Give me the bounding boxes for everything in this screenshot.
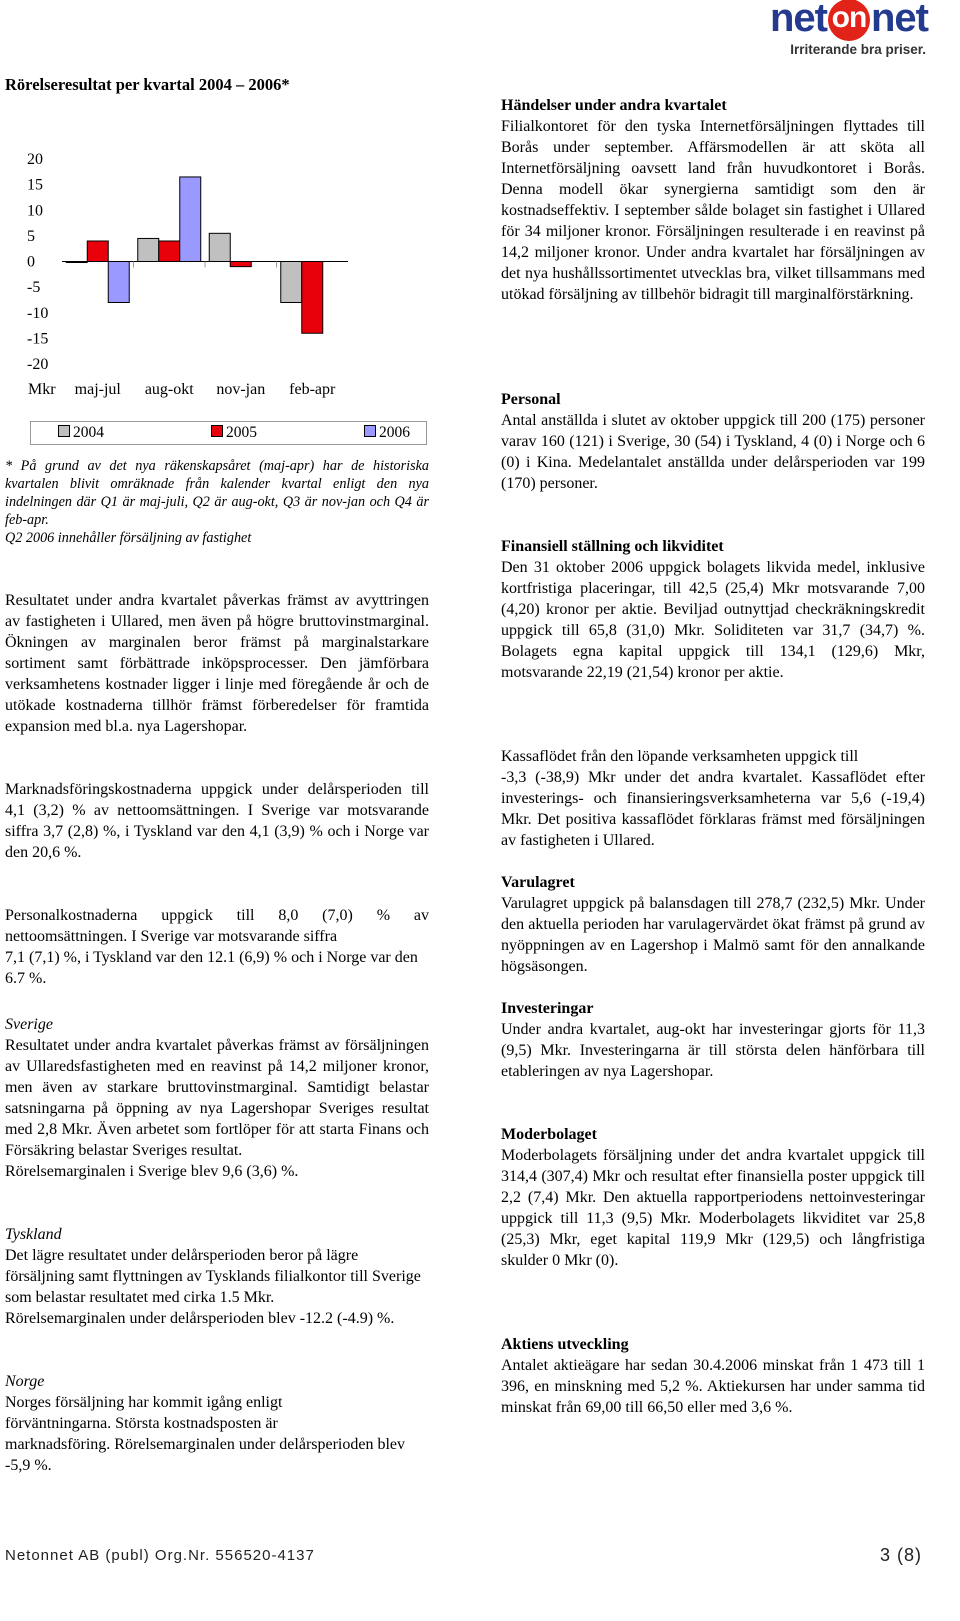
personnel-cost-line1: Personalkostnaderna uppgick till 8,0 (7,0) % av nettoomsättningen. I Sverige var motsvarande siffra [5, 907, 429, 945]
bar-2004-maj-jul [66, 262, 87, 263]
personal-text: Antal anställda i slutet av oktober uppgick till 200 (175) personer varav 160 (121) i Sverige, 30 (54) i Tyskland, 4 (0) i Norge och 6 (0) i Kina. Medelantalet anställda under delårsperioden var 199 (170) personer. [501, 412, 925, 492]
bar-2006-maj-jul [108, 262, 129, 303]
footnote-line2: Q2 2006 innehåller försäljning av fastighet [5, 530, 252, 546]
norge-text-3: marknadsföring. Rörelsemarginalen under delårsperioden blev -5,9 %. [5, 1436, 406, 1474]
legend-item-2006: 2006 [364, 424, 410, 442]
y-tick-label: -20 [27, 356, 49, 373]
bar-2005-nov-jan [230, 262, 251, 267]
x-tick-label: aug-okt [144, 381, 194, 398]
aktie-text: Antalet aktieägare har sedan 30.4.2006 minskat från 1 473 till 1 396, en minskning med 5,2 %. Aktiekursen har under samma tid minskat från 69,00 till 66,50 eller med 3,6 %. [501, 1357, 925, 1416]
logo-tagline: Irriterande bra priser. [790, 42, 926, 57]
x-tick-label: maj-jul [74, 381, 121, 398]
chart-footnote [5, 457, 429, 547]
y-tick-label: 0 [27, 253, 35, 271]
norge-text-2: förväntningarna. Största kostnadsposten är [5, 1415, 278, 1432]
aktie-title: Aktiens utveckling [501, 1336, 629, 1353]
tyskland-text: Det lägre resultatet under delårsperioden beror på lägre försäljning samt flyttningen av Tysklands filialkontor till Sverige som belastar resultatet med cirka 1.5 Mkr. [5, 1247, 421, 1306]
aktie-section [501, 1334, 925, 1418]
x-tick-label: nov-jan [216, 381, 266, 398]
personnel-cost-paragraph [5, 905, 429, 989]
sverige-text: Resultatet under andra kvartalet påverkas främst av försäljningen av Ullaredsfastigheten med en reavinst på 14,2 miljoner kronor, men även av starkare bruttovinstmarginal. Samtidigt belastar satsningarna på öppning av nya Lagershopar Sveriges resultat med 2,8 Mkr. Även arbetet som fortlöper för att starta Finans och Försäkring belastar Sveriges resultat. [5, 1037, 429, 1159]
investeringar-section [501, 998, 925, 1082]
sverige-margin: Rörelsemarginalen i Sverige blev 9,6 (3,6) %. [5, 1163, 299, 1180]
finans-title: Finansiell ställning och likviditet [501, 538, 724, 555]
sverige-section [5, 1014, 429, 1182]
netonnet-logo [728, 2, 928, 60]
handelser-title: Händelser under andra kvartalet [501, 97, 727, 114]
bar-2006-aug-okt [180, 177, 201, 262]
personal-title: Personal [501, 391, 561, 408]
legend-swatch-2005 [211, 425, 223, 437]
y-tick-label: 10 [27, 202, 43, 220]
legend-item-2004: 2004 [58, 424, 104, 442]
varulager-text: Varulagret uppgick på balansdagen till 278,7 (232,5) Mkr. Under den aktuella perioden har varulagervärdet ökat främst på grund av nyöppningen av en Lagershop i Malmö samt för den annalkande högsäsongen. [501, 895, 925, 975]
x-tick-label: feb-apr [289, 381, 336, 398]
bar-2004-nov-jan [209, 233, 230, 261]
sverige-title: Sverige [5, 1016, 53, 1033]
tyskland-margin: Rörelsemarginalen under delårsperioden blev -12.2 (-4.9) %. [5, 1310, 395, 1327]
kassa-text-2: -3,3 (-38,9) Mkr under det andra kvartalet. Kassaflödet efter investerings- och finansieringsverksamheterna var 5,6 (-19,4) Mkr. Det positiva kassaflödet förklaras främst med försäljningen av fastigheten i Ullared. [501, 769, 925, 849]
bar-2005-maj-jul [87, 241, 108, 262]
y-tick-label: 20 [27, 151, 43, 168]
personnel-cost-line2: 7,1 (7,1) %, i Tyskland var den 12.1 (6,9) % och i Norge var den 6.7 %. [5, 949, 418, 987]
y-tick-label: 5 [27, 227, 35, 245]
varulager-section [501, 872, 925, 977]
chart-title: Rörelseresultat per kvartal 2004 – 2006* [5, 75, 290, 94]
chart-legend [30, 421, 427, 445]
footnote-line1: * På grund av det nya räkenskapsåret (maj-apr) har de historiska kvartalen blivit omräknade från kalender kvartal enligt den nya indelningen där Q1 är maj-juli, Q2 är aug-okt, Q3 är nov-jan och Q4 är feb-apr. [5, 458, 429, 528]
marketing-paragraph: Marknadsföringskostnaderna uppgick under delårsperioden till 4,1 (3,2) % av nettoomsättningen. I Sverige var motsvarande siffra 3,7 (2,8) %, i Tyskland var den 4,1 (3,9) % och i Norge var den 20,6 %. [5, 781, 429, 861]
bar-2004-feb-apr [281, 262, 302, 303]
moderbolaget-text: Moderbolagets försäljning under det andra kvartalet uppgick till 314,4 (307,4) Mkr och resultat efter finansiella poster uppgick till 2,2 (7,4) Mkr. Den aktuella rapportperiodens nettoinvesteringar uppgick till 11,3 (9,5) Mkr. Moderbolagets likviditet var 25,8 (25,3) Mkr, eget kapital 119,9 Mkr (129,5) och långfristiga skulder 0 Mkr (0). [501, 1147, 925, 1269]
norge-text-1: Norges försäljning har kommit igång enligt [5, 1394, 283, 1411]
varulager-title: Varulagret [501, 874, 575, 891]
footer-page-number: 3 (8) [879, 1545, 922, 1565]
y-tick-label: -10 [27, 304, 49, 322]
y-tick-label: 15 [27, 176, 43, 194]
norge-title: Norge [5, 1373, 45, 1390]
handelser-section [501, 95, 925, 305]
norge-section [5, 1371, 429, 1476]
personal-section [501, 389, 925, 494]
legend-swatch-2004 [58, 425, 70, 437]
footer-company: Netonnet AB (publ) Org.Nr. 556520-4137 [5, 1547, 315, 1564]
finans-text: Den 31 oktober 2006 uppgick bolagets likvida medel, inklusive kortfristiga placeringar, till 42,5 (25,4) Mkr motsvarande 7,00 (4,20) kronor per aktie. Beviljad outnyttjad checkräkningskredit uppgick till 65,8 (31,0) Mkr. Soliditeten var 31,7 (34,7) %. Bolagets egna kapital uppgick till 134,1 (129,6) Mkr, motsvarande 22,19 (21,54) kronor per aktie. [501, 559, 925, 681]
logo-wordmark: net on net [770, 0, 928, 40]
legend-swatch-2006 [364, 425, 376, 437]
kassaflode-section [501, 746, 925, 851]
bar-2005-feb-apr [302, 262, 323, 334]
kassa-text-1: Kassaflödet från den löpande verksamheten uppgick till [501, 748, 859, 765]
handelser-text: Filialkontoret för den tyska Internetförsäljningen flyttades till Borås under september. Affärsmodellen är att sköta all Internetförsäljning oavsett land från huvudkontoret i Borås. Denna modell ökar synergierna samtidigt som den är kostnadseffektiv. I september sålde bolaget sin fastighet i Ullared för 34 miljoner kronor. Försäljningen resulterade i en reavinst på 14,2 miljoner kronor. Under andra kvartalet har försäljningen av det nya hushållssortimentet utvecklas bra, vilket tillsammans med utökad försäljning av tillbehör bidragit till marginalförstärkning. [501, 118, 925, 303]
tyskland-section [5, 1224, 429, 1329]
bar-2004-aug-okt [138, 238, 159, 261]
y-tick-label: -15 [27, 330, 49, 348]
moderbolaget-section [501, 1124, 925, 1271]
investeringar-title: Investeringar [501, 1000, 594, 1017]
investeringar-text: Under andra kvartalet, aug-okt har investeringar gjorts för 11,3 (9,5) Mkr. Investeringarna är till största delen hänförbara till etableringen av nya Lagershopar. [501, 1021, 925, 1080]
tyskland-title: Tyskland [5, 1226, 62, 1243]
finans-section [501, 536, 925, 683]
moderbolaget-title: Moderbolaget [501, 1126, 597, 1143]
y-tick-label: -5 [27, 279, 41, 297]
y-axis-label: Mkr [28, 381, 56, 398]
legend-item-2005: 2005 [211, 424, 257, 442]
operating-result-chart [0, 140, 440, 410]
bar-2005-aug-okt [159, 241, 180, 262]
result-paragraph: Resultatet under andra kvartalet påverkas främst av avyttringen av fastigheten i Ullared, men även på högre bruttovinstmarginal. Ökningen av marginalen beror främst på marginalstarkare sortiment samt förbättrade inköpsprocesser. Den jämförbara verksamhetens kostnader ligger i linje med föregående år och de utökade kostnaderna tillhör främst förberedelser för framtida expansion med bl.a. nya Lagershopar. [5, 592, 429, 735]
